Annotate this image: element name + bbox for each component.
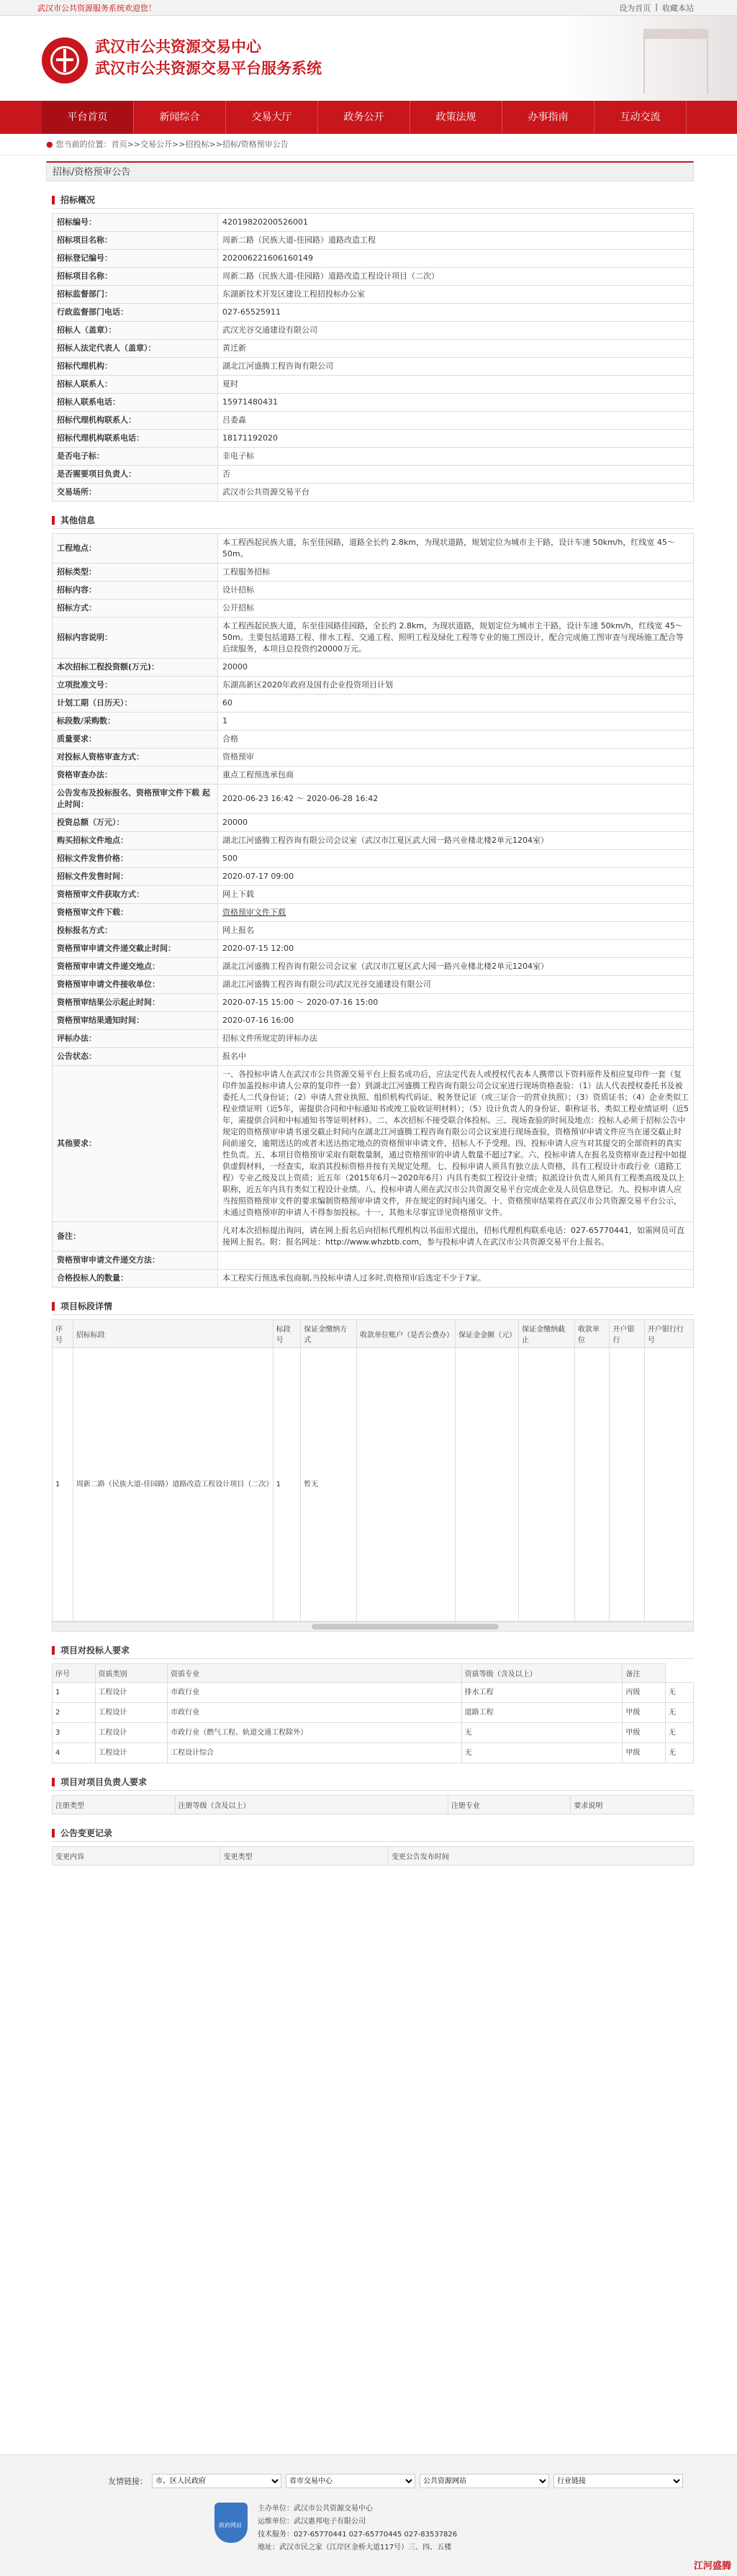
table-cell: 1 (53, 1683, 96, 1703)
info-row (53, 767, 694, 785)
row-label: 本次招标工程投资额(万元)： (53, 659, 218, 677)
page-title: 招标/资格预审公告 (46, 161, 694, 181)
column-header: 保证金缴纳截止 (519, 1320, 575, 1348)
leader-req-table (52, 1795, 694, 1815)
row-value: 报名中 (218, 1048, 694, 1066)
select-district-gov[interactable] (152, 2474, 281, 2488)
footer-info (258, 2503, 457, 2554)
table-cell: 市政行业 (168, 1703, 462, 1723)
row-label: 对投标人资格审查方式： (53, 749, 218, 767)
row-label: 资格预审结果通知时间： (53, 1012, 218, 1030)
nav-gov-affairs[interactable]: 政务公开 (318, 101, 410, 134)
info-row (53, 582, 694, 600)
row-label: 招标项目名称： (53, 232, 218, 250)
row-label: 资格预审文件获取方式： (53, 886, 218, 904)
info-row (53, 976, 694, 994)
info-row (53, 850, 694, 868)
welcome-marquee: 武汉市公共资源服务系统欢迎您！ (37, 3, 156, 13)
table-cell (610, 1348, 644, 1622)
table-cell: 3 (53, 1723, 96, 1743)
section-change-title: 公告变更记录 (52, 1825, 694, 1842)
row-label: 行政监督部门电话： (53, 304, 218, 322)
row-label: 投资总额（万元）： (53, 814, 218, 832)
section-leader-title: 项目对项目负责人要求 (52, 1773, 694, 1791)
row-value: 设计招标 (218, 582, 694, 600)
column-header: 序号 (53, 1320, 73, 1348)
row-value: 15971480431 (218, 394, 694, 412)
row-label: 招标内容： (53, 582, 218, 600)
row-value: 工程服务招标 (218, 564, 694, 582)
row-value: 网上报名 (218, 922, 694, 940)
table-row (53, 1723, 694, 1743)
row-label: 投标报名方式： (53, 922, 218, 940)
select-industry[interactable] (553, 2474, 683, 2488)
column-header: 要求说明 (571, 1796, 694, 1815)
column-header: 保证金缴纳方式 (301, 1320, 357, 1348)
row-value: 1 (218, 713, 694, 731)
row-value: 20000 (218, 814, 694, 832)
footer-host: 主办单位：武汉市公共资源交易中心 (258, 2505, 373, 2513)
row-label: 是否需要项目负责人： (53, 466, 218, 484)
row-value: 东湖新技术开发区建设工程招投标办公室 (218, 286, 694, 304)
bidder-req-table (52, 1663, 694, 1763)
nav-policies[interactable]: 政策法规 (410, 101, 502, 134)
info-row (53, 1012, 694, 1030)
table-cell: 工程设计 (95, 1703, 168, 1723)
row-label: 是否电子标： (53, 448, 218, 466)
other-info-table (52, 533, 694, 1288)
row-value: 吕委淼 (218, 412, 694, 430)
row-label: 资格预审申请文件接收单位： (53, 976, 218, 994)
row-label: 招标人联系人： (53, 376, 218, 394)
row-value: 资格预审 (218, 749, 694, 767)
row-value: 湖北江河盛腾工程咨询有限公司 (218, 358, 694, 376)
site-title-sub: 武汉市公共资源交易平台服务系统 (95, 59, 322, 77)
row-label: 招标文件发售时间： (53, 868, 218, 886)
column-header: 注册等级（含及以上） (175, 1796, 448, 1815)
table-cell (456, 1348, 519, 1622)
friend-links-label: 友情链接： (108, 2477, 148, 2486)
table-cell: 排水工程 (461, 1683, 623, 1703)
row-value: 东湖高新区2020年政府及国有企业投资项目计划 (218, 677, 694, 695)
row-label: 购买招标文件地点： (53, 832, 218, 850)
info-row (53, 1252, 694, 1270)
row-value: 湖北江河盛腾工程咨询有限公司会议室（武汉市江夏区武大园一路兴业楼北楼2单元1204室） (218, 958, 694, 976)
row-value: 2020-07-17 09:00 (218, 868, 694, 886)
row-value: 非电子标 (218, 448, 694, 466)
row-label: 评标办法： (53, 1030, 218, 1048)
table-cell: 无 (665, 1683, 693, 1703)
row-value: 湖北江河盛腾工程咨询有限公司会议室（武汉市江夏区武大园一路兴业楼北楼2单元1204室） (218, 832, 694, 850)
info-row (53, 250, 694, 268)
info-row (53, 940, 694, 958)
info-row (53, 749, 694, 767)
row-value: 2020-06-23 16:42 ～ 2020-06-28 16:42 (218, 785, 694, 814)
row-label: 资格预审文件下载： (53, 904, 218, 922)
table-cell: 暂无 (301, 1348, 357, 1622)
table-cell: 无 (461, 1743, 623, 1763)
info-row (53, 394, 694, 412)
site-header (0, 16, 737, 101)
table-row (53, 1683, 694, 1703)
table-cell: 无 (665, 1743, 693, 1763)
location-pin-icon: ● (46, 140, 53, 149)
section-overview-title: 招标概况 (52, 191, 694, 209)
row-value: 合格 (218, 731, 694, 749)
row-value: 武汉光谷交通建设有限公司 (218, 322, 694, 340)
row-value: 2020-07-16 16:00 (218, 1012, 694, 1030)
row-value: 本工程实行预选承包商制,当投标申请人过多时,资格预审后选定不少于7家。 (218, 1270, 694, 1288)
row-label: 工程地点： (53, 534, 218, 564)
info-row (53, 904, 694, 922)
section-detail-table (52, 1319, 694, 1622)
row-label: 资格预审申请文件递交地点： (53, 958, 218, 976)
info-row (53, 868, 694, 886)
row-value: 否 (218, 466, 694, 484)
column-header: 变更内容 (53, 1847, 220, 1866)
row-value: 027-65525911 (218, 304, 694, 322)
row-label: 招标代理机构联系人： (53, 412, 218, 430)
row-value: 夏时 (218, 376, 694, 394)
row-label: 资格预审结果公示起止时间： (53, 994, 218, 1012)
section-detail-title: 项目标段详情 (52, 1298, 694, 1315)
column-header: 保证金金额（元） (456, 1320, 519, 1348)
info-row (53, 322, 694, 340)
info-row (53, 600, 694, 618)
table-cell: 1 (53, 1348, 73, 1622)
row-label: 质量要求： (53, 731, 218, 749)
top-bar: 武汉市公共资源服务系统欢迎您！ 设为首页 | 收藏本站 (0, 0, 737, 16)
row-value: 周新二路（民族大道-佳园路）道路改造工程 (218, 232, 694, 250)
row-label: 招标类型： (53, 564, 218, 582)
row-value: 20000 (218, 659, 694, 677)
table-cell: 无 (665, 1703, 693, 1723)
table-cell: 工程设计 (95, 1743, 168, 1763)
overview-table (52, 213, 694, 502)
info-row (53, 448, 694, 466)
row-label: 交易场所： (53, 484, 218, 502)
row-label: 招标登记编号： (53, 250, 218, 268)
row-label: 招标文件发售价格： (53, 850, 218, 868)
row-label: 招标监督部门： (53, 286, 218, 304)
row-value: 本工程西起民族大道，东至佳园路佳园路，全长约 2.8km，为现状道路，规划定位为城市主干路，设计车速 50km/h，红线宽 45～50m。主要包括道路工程、排水工程、交通工程、照明工程及绿化工程等专业的施工图设计，配合完成施工图审查与现场施工配合等后续服务，本项目总投资约20000万元。 (218, 618, 694, 659)
table-cell: 市政行业（燃气工程、轨道交通工程除外） (168, 1723, 462, 1743)
column-header: 注册专业 (448, 1796, 571, 1815)
info-row (53, 1222, 694, 1252)
scrollbar-thumb[interactable] (312, 1624, 499, 1630)
row-value: 500 (218, 850, 694, 868)
column-header: 变更类型 (220, 1847, 388, 1866)
table-row (53, 1743, 694, 1763)
table-cell: 甲级 (623, 1703, 666, 1723)
row-value: 公开招标 (218, 600, 694, 618)
column-header: 序号 (53, 1664, 96, 1683)
row-value: 重点工程预选承包商 (218, 767, 694, 785)
info-row (53, 430, 694, 448)
watermark-text: 江河盛腾 (693, 2561, 731, 2572)
site-logo-icon[interactable] (42, 37, 88, 83)
row-value: 2020-07-15 15:00 ～ 2020-07-16 15:00 (218, 994, 694, 1012)
info-row (53, 1048, 694, 1066)
info-row (53, 958, 694, 976)
site-title-main: 武汉市公共资源交易中心 (95, 37, 261, 55)
nav-trade-hall[interactable]: 交易大厅 (226, 101, 318, 134)
info-row (53, 286, 694, 304)
column-header: 招标标段 (73, 1320, 273, 1348)
row-value[interactable]: 资格预审文件下载 (218, 904, 694, 922)
row-label: 合格投标人的数量： (53, 1270, 218, 1288)
table-cell (644, 1348, 693, 1622)
nav-home[interactable]: 平台首页 (42, 101, 134, 134)
row-value: 网上下载 (218, 886, 694, 904)
row-value: 18171192020 (218, 430, 694, 448)
row-value: 黄迁新 (218, 340, 694, 358)
info-row (53, 340, 694, 358)
info-row (53, 814, 694, 832)
select-trade-center[interactable] (286, 2474, 415, 2488)
breadcrumb-text[interactable]: 您当前的位置：首页>>交易公开>>招投标>>招标/资格预审公告 (55, 140, 289, 149)
info-row (53, 618, 694, 659)
select-public-resource[interactable] (420, 2474, 549, 2488)
info-row (53, 214, 694, 232)
row-value: 凡对本次招标提出询问，请在网上报名后向招标代理机构以书面形式提出，招标代理机构联系电话：027-65770441，如需网员可直接网上报名。附：报名网址：http://www.whzbtb.com，参与投标申请人在武汉市公共资源交易平台上报名。 (218, 1222, 694, 1252)
row-label: 招标方式： (53, 600, 218, 618)
table-cell (575, 1348, 610, 1622)
row-label: 招标人法定代表人（盖章）： (53, 340, 218, 358)
friend-links (108, 2474, 683, 2488)
info-row (53, 994, 694, 1012)
detail-table-scrollbar[interactable] (52, 1622, 694, 1632)
column-header: 资质类别 (95, 1664, 168, 1683)
column-header: 注册类型 (53, 1796, 176, 1815)
info-row (53, 484, 694, 502)
column-header: 收款单位账户（是否公费办） (357, 1320, 456, 1348)
row-label: 招标编号： (53, 214, 218, 232)
row-label: 公告发布及投标报名、资格预审文件下载 起止时间： (53, 785, 218, 814)
row-label: 招标人联系电话： (53, 394, 218, 412)
info-row (53, 564, 694, 582)
row-label: 立项批准文号： (53, 677, 218, 695)
info-row (53, 677, 694, 695)
row-label: 其他要求： (53, 1066, 218, 1222)
row-label: 资格预审申请文件递交截止时间： (53, 940, 218, 958)
row-label: 招标代理机构联系电话： (53, 430, 218, 448)
info-row (53, 304, 694, 322)
info-row (53, 832, 694, 850)
info-row (53, 1030, 694, 1048)
column-header: 变更公告发布时间 (388, 1847, 693, 1866)
table-cell: 道路工程 (461, 1703, 623, 1723)
info-row (53, 358, 694, 376)
row-value: 一、各投标申请人在武汉市公共资源交易平台上报名成功后，应法定代表人或授权代表本人携带以下资料原件及相应复印件一套（复印件加盖投标申请人公章的复印件一套）到湖北江河盛腾工程咨询有限公司会议室进行现场资格查验：（1）法人代表授权委托书及被委托人二代身份证；（2）申请人营业执照、组织机构代码证、税务登记证（或三证合一的营业执照）；（3）资质证书；（4）企业类似工程业绩证明（近5年，需提供合同和中标通知书或竣工验收证明材料）；（5）设计负责人的身份证、职称证书、类似工程业绩证明（近5年，需提供合同和中标通知书等证明材料）。二、本次招标不接受联合体投标。三、现场查验的时间及地点：投标人必须于招标公告中规定的资格预审申请书递交截止时间内在湖北江河盛腾工程咨询有限公司会议室进行现场查验，资格预审申请文件应当在递交截止时间前递交，逾期送达的或者未送达指定地点的资格预审申请文件，招标人不予受理。四、投标申请人应当对其提交的全部资料的真实性负责。五、本项目资格预审采取有限数量制，通过资格预审的申请人数量不超过7家。六、投标申请人在报名及资格审查过程中如提供虚假材料，一经查实，取消其投标资格并按有关规定处理。七、投标申请人须具有独立法人资格，具有工程设计市政行业（道路工程）专业乙级及以上资质；近五年（2015年6月～2020年6月）内具有类似工程设计业绩；拟派设计负责人须具有工程类高级及以上职称，近五年内具有类似工程设计业绩。八、投标申请人须在武汉市公共资源交易平台完成企业及人员信息登记。九、投标申请人应当按照资格预审文件的要求编制资格预审申请文件，并在规定的时间内递交。十、资格预审结果将在武汉市公共资源交易平台公示，未通过资格预审的申请人不得参加投标。十一、其他未尽事宜详见资格预审文件。 (218, 1066, 694, 1222)
footer-support: 技术服务：027-65770441 027-65770445 027-83537826 (258, 2531, 458, 2539)
row-value: 202006221606160149 (218, 250, 694, 268)
table-cell: 无 (461, 1723, 623, 1743)
info-row (53, 922, 694, 940)
table-row (53, 1703, 694, 1723)
nav-guide[interactable]: 办事指南 (502, 101, 594, 134)
column-header: 备注 (623, 1664, 666, 1683)
row-label: 公告状态： (53, 1048, 218, 1066)
info-row (53, 659, 694, 677)
row-label: 招标人（盖章）： (53, 322, 218, 340)
gov-website-badge-icon[interactable] (214, 2503, 248, 2543)
info-row (53, 268, 694, 286)
row-label: 招标项目名称： (53, 268, 218, 286)
site-footer (0, 2454, 737, 2576)
badge-text: 政府网站 (219, 2522, 242, 2528)
table-row (53, 1348, 694, 1622)
row-value: 60 (218, 695, 694, 713)
column-header: 资质专业 (168, 1664, 462, 1683)
favorite-link[interactable]: 收藏本站 (662, 3, 694, 13)
section-req-title: 项目对投标人要求 (52, 1642, 694, 1659)
info-row (53, 376, 694, 394)
row-value: 招标文件所规定的评标办法 (218, 1030, 694, 1048)
breadcrumb (0, 134, 737, 155)
info-row (53, 785, 694, 814)
info-row (53, 886, 694, 904)
site-title (95, 36, 322, 79)
row-value: 湖北江河盛腾工程咨询有限公司/武汉光谷交通建设有限公司 (218, 976, 694, 994)
table-cell: 丙级 (623, 1683, 666, 1703)
tower-illustration (564, 16, 737, 101)
info-row (53, 1066, 694, 1222)
row-label: 招标内容说明： (53, 618, 218, 659)
row-value (218, 1252, 694, 1270)
section-other-title: 其他信息 (52, 512, 694, 529)
info-row (53, 713, 694, 731)
column-header: 收款单位 (575, 1320, 610, 1348)
table-cell: 1 (273, 1348, 301, 1622)
change-record-table (52, 1846, 694, 1866)
table-cell (519, 1348, 575, 1622)
row-label: 招标代理机构： (53, 358, 218, 376)
table-cell: 甲级 (623, 1743, 666, 1763)
table-cell: 市政行业 (168, 1683, 462, 1703)
info-row (53, 232, 694, 250)
table-cell: 工程设计 (95, 1683, 168, 1703)
row-label: 资格审查办法： (53, 767, 218, 785)
row-value: 周新二路（民族大道-佳园路）道路改造工程设计项目（二次） (218, 268, 694, 286)
info-row (53, 412, 694, 430)
row-label: 标段数/采购数： (53, 713, 218, 731)
table-cell: 工程设计综合 (168, 1743, 462, 1763)
info-row (53, 466, 694, 484)
footer-address: 地址：武汉市民之家（江岸区金桥大道117号）三、四、五楼 (258, 2544, 452, 2552)
table-cell: 周新二路（民族大道-佳园路）道路改造工程设计项目（二次） (73, 1348, 273, 1622)
set-homepage-link[interactable]: 设为首页 (619, 3, 651, 13)
row-label: 资格预审申请文件递交方法： (53, 1252, 218, 1270)
column-header: 开户银行行号 (644, 1320, 693, 1348)
table-cell: 无 (665, 1723, 693, 1743)
footer-operator: 运维单位：武汉惠邦电子有限公司 (258, 2518, 366, 2526)
table-cell: 2 (53, 1703, 96, 1723)
row-value: 本工程西起民族大道，东至佳园路，道路全长约 2.8km，为现状道路，规划定位为城市主干路，设计车速 50km/h，红线宽 45～50m。 (218, 534, 694, 564)
main-nav (0, 101, 737, 134)
nav-interaction[interactable]: 互动交流 (594, 101, 687, 134)
row-label: 备注： (53, 1222, 218, 1252)
row-value: 武汉市公共资源交易平台 (218, 484, 694, 502)
row-label: 计划工期（日历天）： (53, 695, 218, 713)
column-header: 标段号 (273, 1320, 301, 1348)
info-row (53, 731, 694, 749)
table-cell: 工程设计 (95, 1723, 168, 1743)
column-header: 开户银行 (610, 1320, 644, 1348)
row-value: 42019820200526001 (218, 214, 694, 232)
column-header: 资质等级（含及以上） (461, 1664, 623, 1683)
table-cell: 甲级 (623, 1723, 666, 1743)
nav-news[interactable]: 新闻综合 (134, 101, 226, 134)
info-row (53, 1270, 694, 1288)
info-row (53, 695, 694, 713)
table-cell: 4 (53, 1743, 96, 1763)
table-cell (357, 1348, 456, 1622)
row-value: 2020-07-15 12:00 (218, 940, 694, 958)
info-row (53, 534, 694, 564)
